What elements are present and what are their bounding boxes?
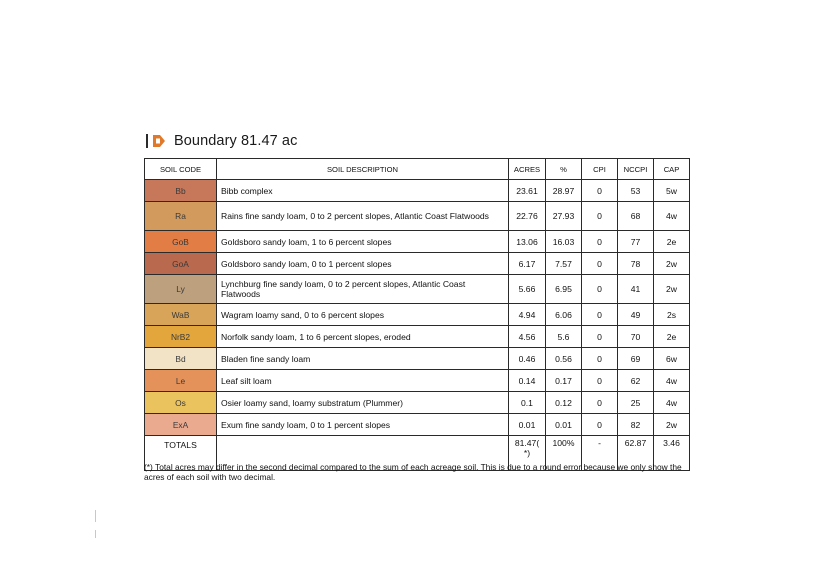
totals-label: TOTALS	[145, 436, 217, 471]
cap-cell: 2w	[654, 253, 690, 275]
acres-cell: 0.1	[509, 392, 546, 414]
soil-description-cell: Goldsboro sandy loam, 1 to 6 percent slopes	[217, 231, 509, 253]
soil-description-cell: Exum fine sandy loam, 0 to 1 percent slopes	[217, 414, 509, 436]
boundary-header	[146, 131, 297, 151]
acres-cell: 0.01	[509, 414, 546, 436]
acres-cell: 13.06	[509, 231, 546, 253]
cpi-cell: 0	[582, 348, 618, 370]
percent-cell: 0.01	[546, 414, 582, 436]
header-soil-code: SOIL CODE	[145, 159, 217, 180]
acres-cell: 23.61	[509, 180, 546, 202]
soil-table	[144, 158, 690, 471]
soil-description-cell: Osier loamy sand, loamy substratum (Plummer)	[217, 392, 509, 414]
cap-cell: 2e	[654, 326, 690, 348]
totals-cap: 3.46	[654, 436, 690, 471]
percent-cell: 0.17	[546, 370, 582, 392]
scan-mark	[95, 530, 96, 538]
table-row	[145, 370, 690, 392]
cpi-cell: 0	[582, 231, 618, 253]
soil-code-cell: Ly	[145, 275, 217, 304]
nccpi-cell: 77	[618, 231, 654, 253]
table-row	[145, 326, 690, 348]
nccpi-cell: 69	[618, 348, 654, 370]
acres-cell: 22.76	[509, 202, 546, 231]
totals-nccpi: 62.87	[618, 436, 654, 471]
footnote: (*) Total acres may differ in the second decimal compared to the sum of each acreage soil. This is due to a round error because we only show the acres of each soil with two decimal.	[144, 462, 682, 482]
cpi-cell: 0	[582, 414, 618, 436]
cap-cell: 4w	[654, 392, 690, 414]
percent-cell: 5.6	[546, 326, 582, 348]
table-row	[145, 414, 690, 436]
percent-cell: 0.56	[546, 348, 582, 370]
table-row	[145, 231, 690, 253]
acres-cell: 0.14	[509, 370, 546, 392]
cpi-cell: 0	[582, 326, 618, 348]
table-header-row	[145, 159, 690, 180]
table-row	[145, 348, 690, 370]
header-cap: CAP	[654, 159, 690, 180]
header-percent: %	[546, 159, 582, 180]
soil-code-cell: Bb	[145, 180, 217, 202]
soil-description-cell: Rains fine sandy loam, 0 to 2 percent slopes, Atlantic Coast Flatwoods	[217, 202, 509, 231]
cap-cell: 2w	[654, 275, 690, 304]
soil-code-cell: Os	[145, 392, 217, 414]
boundary-logo-icon	[146, 134, 166, 148]
soil-description-cell: Wagram loamy sand, 0 to 6 percent slopes	[217, 304, 509, 326]
cpi-cell: 0	[582, 370, 618, 392]
cap-cell: 2w	[654, 414, 690, 436]
cap-cell: 4w	[654, 370, 690, 392]
cpi-cell: 0	[582, 202, 618, 231]
soil-description-cell: Goldsboro sandy loam, 0 to 1 percent slopes	[217, 253, 509, 275]
page-title: Boundary 81.47 ac	[174, 133, 298, 149]
percent-cell: 0.12	[546, 392, 582, 414]
cpi-cell: 0	[582, 275, 618, 304]
percent-cell: 27.93	[546, 202, 582, 231]
cap-cell: 6w	[654, 348, 690, 370]
cpi-cell: 0	[582, 253, 618, 275]
nccpi-cell: 78	[618, 253, 654, 275]
nccpi-cell: 41	[618, 275, 654, 304]
cpi-cell: 0	[582, 180, 618, 202]
percent-cell: 28.97	[546, 180, 582, 202]
soil-code-cell: Le	[145, 370, 217, 392]
nccpi-cell: 68	[618, 202, 654, 231]
percent-cell: 6.95	[546, 275, 582, 304]
totals-percent: 100%	[546, 436, 582, 471]
header-cpi: CPI	[582, 159, 618, 180]
cpi-cell: 0	[582, 392, 618, 414]
nccpi-cell: 70	[618, 326, 654, 348]
header-acres: ACRES	[509, 159, 546, 180]
soil-code-cell: NrB2	[145, 326, 217, 348]
soil-code-cell: WaB	[145, 304, 217, 326]
cap-cell: 2e	[654, 231, 690, 253]
acres-cell: 5.66	[509, 275, 546, 304]
soil-code-cell: ExA	[145, 414, 217, 436]
soil-description-cell: Leaf silt loam	[217, 370, 509, 392]
soil-code-cell: Ra	[145, 202, 217, 231]
acres-cell: 0.46	[509, 348, 546, 370]
soil-code-cell: GoB	[145, 231, 217, 253]
soil-description-cell: Bibb complex	[217, 180, 509, 202]
totals-cpi: -	[582, 436, 618, 471]
totals-acres: 81.47( *)	[509, 436, 546, 471]
scan-mark	[95, 510, 96, 522]
soil-code-cell: Bd	[145, 348, 217, 370]
cpi-cell: 0	[582, 304, 618, 326]
cap-cell: 2s	[654, 304, 690, 326]
soil-description-cell: Norfolk sandy loam, 1 to 6 percent slopes, eroded	[217, 326, 509, 348]
percent-cell: 7.57	[546, 253, 582, 275]
table-row	[145, 275, 690, 304]
percent-cell: 6.06	[546, 304, 582, 326]
table-row	[145, 392, 690, 414]
cap-cell: 4w	[654, 202, 690, 231]
cap-cell: 5w	[654, 180, 690, 202]
nccpi-cell: 82	[618, 414, 654, 436]
soil-description-cell: Lynchburg fine sandy loam, 0 to 2 percent slopes, Atlantic Coast Flatwoods	[217, 275, 509, 304]
soil-description-cell: Bladen fine sandy loam	[217, 348, 509, 370]
header-nccpi: NCCPI	[618, 159, 654, 180]
acres-cell: 4.94	[509, 304, 546, 326]
table-row	[145, 202, 690, 231]
nccpi-cell: 53	[618, 180, 654, 202]
percent-cell: 16.03	[546, 231, 582, 253]
acres-cell: 4.56	[509, 326, 546, 348]
table-row	[145, 304, 690, 326]
header-soil-description: SOIL DESCRIPTION	[217, 159, 509, 180]
table-row	[145, 253, 690, 275]
acres-cell: 6.17	[509, 253, 546, 275]
soil-code-cell: GoA	[145, 253, 217, 275]
nccpi-cell: 25	[618, 392, 654, 414]
table-row	[145, 180, 690, 202]
nccpi-cell: 62	[618, 370, 654, 392]
nccpi-cell: 49	[618, 304, 654, 326]
